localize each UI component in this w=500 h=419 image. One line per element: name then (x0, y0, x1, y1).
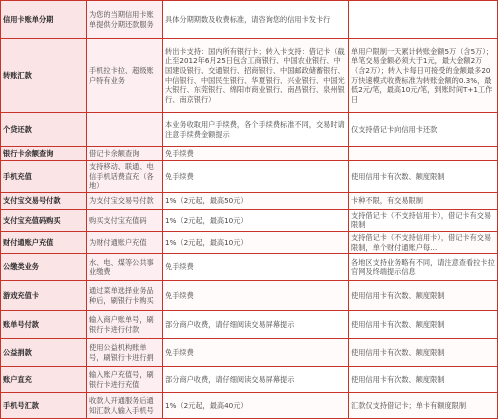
service-name: 公益捐款 (1, 339, 87, 367)
service-description: 输入商户账单号，刷银行卡进行付款 (87, 311, 163, 339)
service-note: 使用信用卡有次数、额度限制 (349, 281, 498, 311)
service-name: 财付通账户充值 (1, 231, 87, 253)
service-note: 卡种不限，有交易限制 (349, 192, 498, 209)
service-description: 收款人开通服务后通知汇款人输入手机号 (87, 393, 163, 419)
service-name: 个贷还款 (1, 113, 87, 147)
service-fee: 1%（2元起，最高10元） (163, 231, 349, 253)
table-row (1, 147, 498, 161)
table-row (1, 367, 498, 393)
service-fee: 免手续费 (163, 161, 349, 193)
service-description: 为财付通账户充值 (87, 231, 163, 253)
service-name: 公缴类业务 (1, 254, 87, 281)
service-name: 支付宝交易号付款 (1, 192, 87, 209)
service-note: 使用信用卡有次数、额度限制 (349, 161, 498, 193)
service-note: 支持借记卡（不支持信用卡），借记卡有交易限制 (349, 209, 498, 231)
table-row (1, 1, 498, 39)
service-description (87, 113, 163, 147)
service-note: 使用信用卡有次数、额度限制 (349, 367, 498, 393)
service-description: 借记卡余额查询 (87, 147, 163, 161)
service-note: 使用信用卡有次数、额度限制 (349, 311, 498, 339)
service-fee: 免手续费 (163, 339, 349, 367)
service-note: 仅支持借记卡向信用卡还款 (349, 113, 498, 147)
service-description: 输入账户充值号，刷银行卡进行充值 (87, 367, 163, 393)
table-row (1, 113, 498, 147)
service-name: 信用卡账单分期 (1, 1, 87, 39)
table-row (1, 39, 498, 113)
service-note: 使用信用卡有次数、额度限制 (349, 339, 498, 367)
table-row (1, 192, 498, 209)
table-row (1, 231, 498, 253)
service-name: 账单号付款 (1, 311, 87, 339)
service-fee: 免手续费 (163, 281, 349, 311)
service-name: 转账汇款 (1, 39, 87, 113)
service-description: 为您的当期信用卡账单提供分期还款服务 (87, 1, 163, 39)
service-name: 游戏充值卡 (1, 281, 87, 311)
service-description: 支持移动、联通、电信手机话费直充（各地） (87, 161, 163, 193)
service-fee: 转出卡支持：国内所有银行卡；转入卡支持：借记卡（截止至2012年6月25日包含工商银行、中国农业银行、中国建设银行、交通银行、招商银行、中国邮政储蓄银行、中信银行、中国民生银行、华夏银行、兴业银行、中国光大银行、东莞银行、绵阳市商业银行、南昌银行、泉州银行、南京银行） (163, 39, 349, 113)
service-note: 各地区支持业务略有不同，请注意查看拉卡拉官网及终端提示信息 (349, 254, 498, 281)
service-name: 支付宝充值码购买 (1, 209, 87, 231)
service-name: 银行卡余额查询 (1, 147, 87, 161)
table-row (1, 254, 498, 281)
service-name: 手机号汇款 (1, 393, 87, 419)
service-description: 使用公益机构账单号，刷银行卡进行捐 (87, 339, 163, 367)
service-fee: 1%（2元起，最高50元） (163, 192, 349, 209)
table-row (1, 209, 498, 231)
service-fee: 部分商户收费，请仔细阅读交易屏幕提示 (163, 311, 349, 339)
service-fee: 本业务收取用户手续费，各个手续费标准不同，交易时请注意手续费金额提示 (163, 113, 349, 147)
service-note: 汇款仅支持借记卡；单卡有额度限制 (349, 393, 498, 419)
table-row (1, 281, 498, 311)
table-row (1, 161, 498, 193)
service-fee: 免手续费 (163, 254, 349, 281)
table-row (1, 339, 498, 367)
service-note (349, 1, 498, 39)
service-description: 手机拉卡拉、超级账户特有业务 (87, 39, 163, 113)
service-fee: 部分商户收费，请仔细阅读交易屏幕提示 (163, 367, 349, 393)
table-row (1, 311, 498, 339)
service-note (349, 147, 498, 161)
service-fee: 具体分期期数及收费标准，请咨询您的信用卡发卡行 (163, 1, 349, 39)
service-description: 为支付宝交易号付款 (87, 192, 163, 209)
service-name: 账户直充 (1, 367, 87, 393)
service-name: 手机充值 (1, 161, 87, 193)
service-description: 水、电、煤等公共事业缴费 (87, 254, 163, 281)
service-fee: 1%（2元起，最高40元） (163, 393, 349, 419)
service-description: 购买支付宝充值码 (87, 209, 163, 231)
service-fee: 1%（2元起，最高10元） (163, 209, 349, 231)
service-note: 单用户限制一天累计转账金额5万（含5万）；单笔交易金额必须大于1元，最大金额2万（含2万）；转入卡每日可接受的金额最多20万快速模式收费标准为转账金额的0.3%，最低2元/笔，最高10元/笔，到账时间T+1工作日 (349, 39, 498, 113)
table-row (1, 393, 498, 419)
service-fee: 免手续费 (163, 147, 349, 161)
service-description: 通过菜单选择业务品种后，刷银行卡购买 (87, 281, 163, 311)
service-note: 支持借记卡（不支持信用卡），借记卡有交易限制，单个财付通账户每… (349, 231, 498, 253)
